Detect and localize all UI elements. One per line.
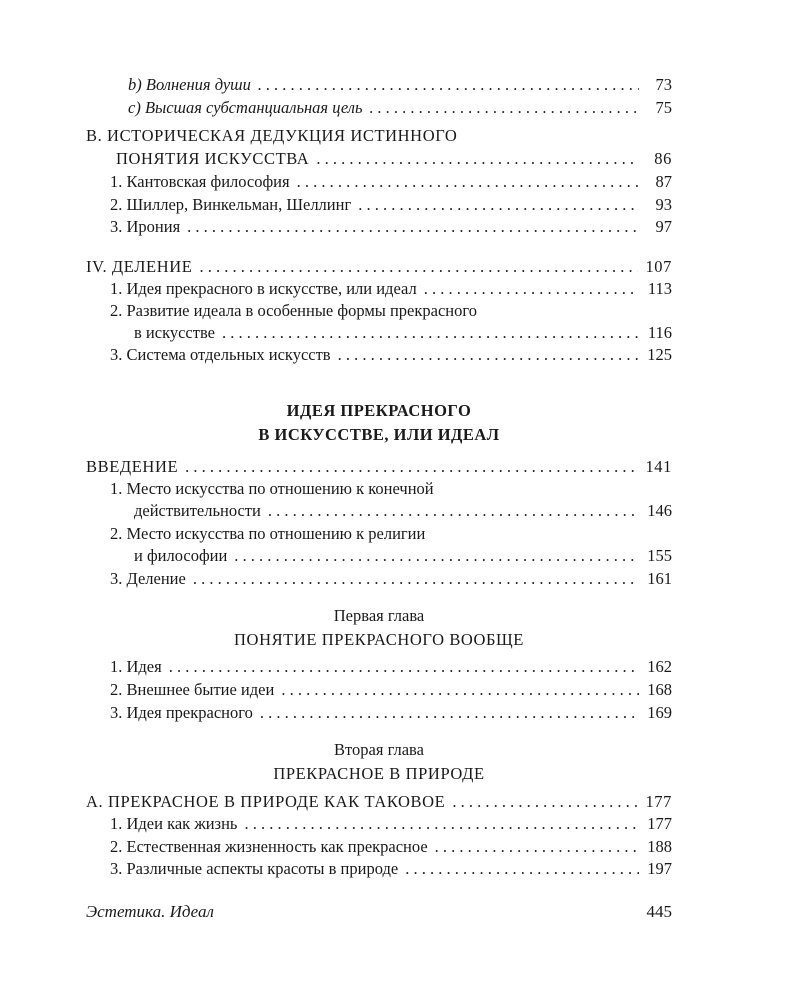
toc-entry-title: 1. Идея прекрасного в искусстве, или идеал xyxy=(110,279,417,298)
toc-entry xyxy=(110,523,672,545)
toc-entry-title: ВВЕДЕНИЕ xyxy=(86,457,179,476)
toc-entry-page: 177 xyxy=(647,814,672,833)
toc-entry-title: 3. Деление xyxy=(110,569,186,588)
dot-leader xyxy=(222,322,639,344)
toc-entry xyxy=(110,344,672,366)
dot-leader xyxy=(316,148,639,170)
dot-leader xyxy=(281,679,639,701)
toc-entry-title: 1. Идеи как жизнь xyxy=(110,814,238,833)
toc-entry xyxy=(110,478,672,500)
toc-entry xyxy=(116,148,672,170)
toc-entry xyxy=(134,500,672,522)
toc-entry-title: 3. Различные аспекты красоты в природе xyxy=(110,859,399,878)
running-title: Эстетика. Идеал xyxy=(86,902,214,921)
toc-entry-page: 177 xyxy=(645,792,672,811)
toc-entry-title: b) Волнения души xyxy=(128,75,251,94)
toc-entry-page: 75 xyxy=(655,98,672,117)
toc-entry-page: 87 xyxy=(655,172,672,191)
dot-leader xyxy=(187,216,639,238)
chapter-label: Вторая глава xyxy=(334,740,424,759)
dot-leader xyxy=(193,568,639,590)
toc-entry-page: 93 xyxy=(655,195,672,214)
toc-entry-title: 2. Место искусства по отношению к религии xyxy=(110,524,426,543)
chapter-title: ПОНЯТИЕ ПРЕКРАСНОГО ВООБЩЕ xyxy=(234,630,524,649)
toc-entry-title: 3. Система отдельных искусств xyxy=(110,345,331,364)
toc-entry xyxy=(86,256,672,278)
toc-entry xyxy=(110,702,672,724)
toc-entry-page: 141 xyxy=(645,457,672,476)
toc-entry-title: 1. Место искусства по отношению к конечной xyxy=(110,479,434,498)
toc-entry xyxy=(86,791,672,813)
toc-entry-title: B. ИСТОРИЧЕСКАЯ ДЕДУКЦИЯ ИСТИННОГО xyxy=(86,126,458,145)
dot-leader xyxy=(260,702,639,724)
toc-entry-title: 2. Внешнее бытие идеи xyxy=(110,680,275,699)
toc-entry xyxy=(110,568,672,590)
toc-entry xyxy=(110,278,672,300)
toc-entry-page: 197 xyxy=(647,859,672,878)
dot-leader xyxy=(452,791,638,813)
toc-entry xyxy=(110,216,672,238)
toc-entry-title: 1. Идея xyxy=(110,657,162,676)
page-footer xyxy=(86,902,672,922)
dot-leader xyxy=(268,500,639,522)
dot-leader xyxy=(199,256,638,278)
toc-entry-title: c) Высшая субстанциальная цель xyxy=(128,98,363,117)
dot-leader xyxy=(185,456,638,478)
dot-leader xyxy=(424,278,639,300)
dot-leader xyxy=(435,836,639,858)
toc-entry-page: 155 xyxy=(647,546,672,565)
dot-leader xyxy=(258,74,639,96)
dot-leader xyxy=(358,194,639,216)
toc-entry xyxy=(134,322,672,344)
toc-entry-title: в искусстве xyxy=(134,323,215,342)
toc-entry-page: 125 xyxy=(647,345,672,364)
toc-entry-title: 2. Естественная жизненность как прекрасное xyxy=(110,837,428,856)
toc-entry xyxy=(128,97,672,119)
toc-entry xyxy=(110,679,672,701)
dot-leader xyxy=(369,97,639,119)
toc-entry-title: 2. Шиллер, Винкельман, Шеллинг xyxy=(110,195,352,214)
toc-entry-page: 161 xyxy=(647,569,672,588)
toc-entry-title: 1. Кантовская философия xyxy=(110,172,290,191)
toc-entry-title: действительности xyxy=(134,501,261,520)
toc-entry-page: 116 xyxy=(647,323,672,342)
toc-entry xyxy=(110,194,672,216)
toc-entry xyxy=(110,836,672,858)
toc-entry-title: A. ПРЕКРАСНОЕ В ПРИРОДЕ КАК ТАКОВОЕ xyxy=(86,792,446,811)
chapter-title: ПРЕКРАСНОЕ В ПРИРОДЕ xyxy=(273,764,485,783)
toc-entry-page: 146 xyxy=(647,501,672,520)
dot-leader xyxy=(169,656,639,678)
toc-entry xyxy=(128,74,672,96)
toc-entry-title: 3. Ирония xyxy=(110,217,181,236)
toc-entry-page: 86 xyxy=(654,149,672,168)
toc-entry-page: 169 xyxy=(647,703,672,722)
toc-entry xyxy=(110,813,672,835)
toc-entry-title: ПОНЯТИЯ ИСКУССТВА xyxy=(116,149,310,168)
toc-entry-page: 97 xyxy=(655,217,672,236)
toc-entry-page: 107 xyxy=(645,257,672,276)
toc-section-heading xyxy=(86,125,672,147)
dot-leader xyxy=(297,171,639,193)
toc-entry xyxy=(110,300,672,322)
toc-entry-page: 162 xyxy=(647,657,672,676)
part-title-line-2: В ИСКУССТВЕ, ИЛИ ИДЕАЛ xyxy=(258,425,500,444)
toc-entry xyxy=(86,456,672,478)
toc-entry xyxy=(134,545,672,567)
dot-leader xyxy=(405,858,639,880)
toc-entry xyxy=(110,858,672,880)
toc-entry-title: и философии xyxy=(134,546,228,565)
toc-entry xyxy=(110,171,672,193)
toc-entry-page: 168 xyxy=(647,680,672,699)
chapter-label: Первая глава xyxy=(333,606,425,625)
toc-entry xyxy=(110,656,672,678)
dot-leader xyxy=(244,813,639,835)
part-title-line-1: ИДЕЯ ПРЕКРАСНОГО xyxy=(286,401,472,420)
toc-entry-page: 113 xyxy=(647,279,672,298)
dot-leader xyxy=(338,344,639,366)
toc-entry-title: 3. Идея прекрасного xyxy=(110,703,253,722)
page-number: 445 xyxy=(646,902,672,921)
toc-entry-page: 188 xyxy=(647,837,672,856)
dot-leader xyxy=(234,545,639,567)
toc-entry-title: IV. ДЕЛЕНИЕ xyxy=(86,257,193,276)
toc-entry-title: 2. Развитие идеала в особенные формы прекрасного xyxy=(110,301,477,320)
toc-entry-page: 73 xyxy=(655,75,672,94)
